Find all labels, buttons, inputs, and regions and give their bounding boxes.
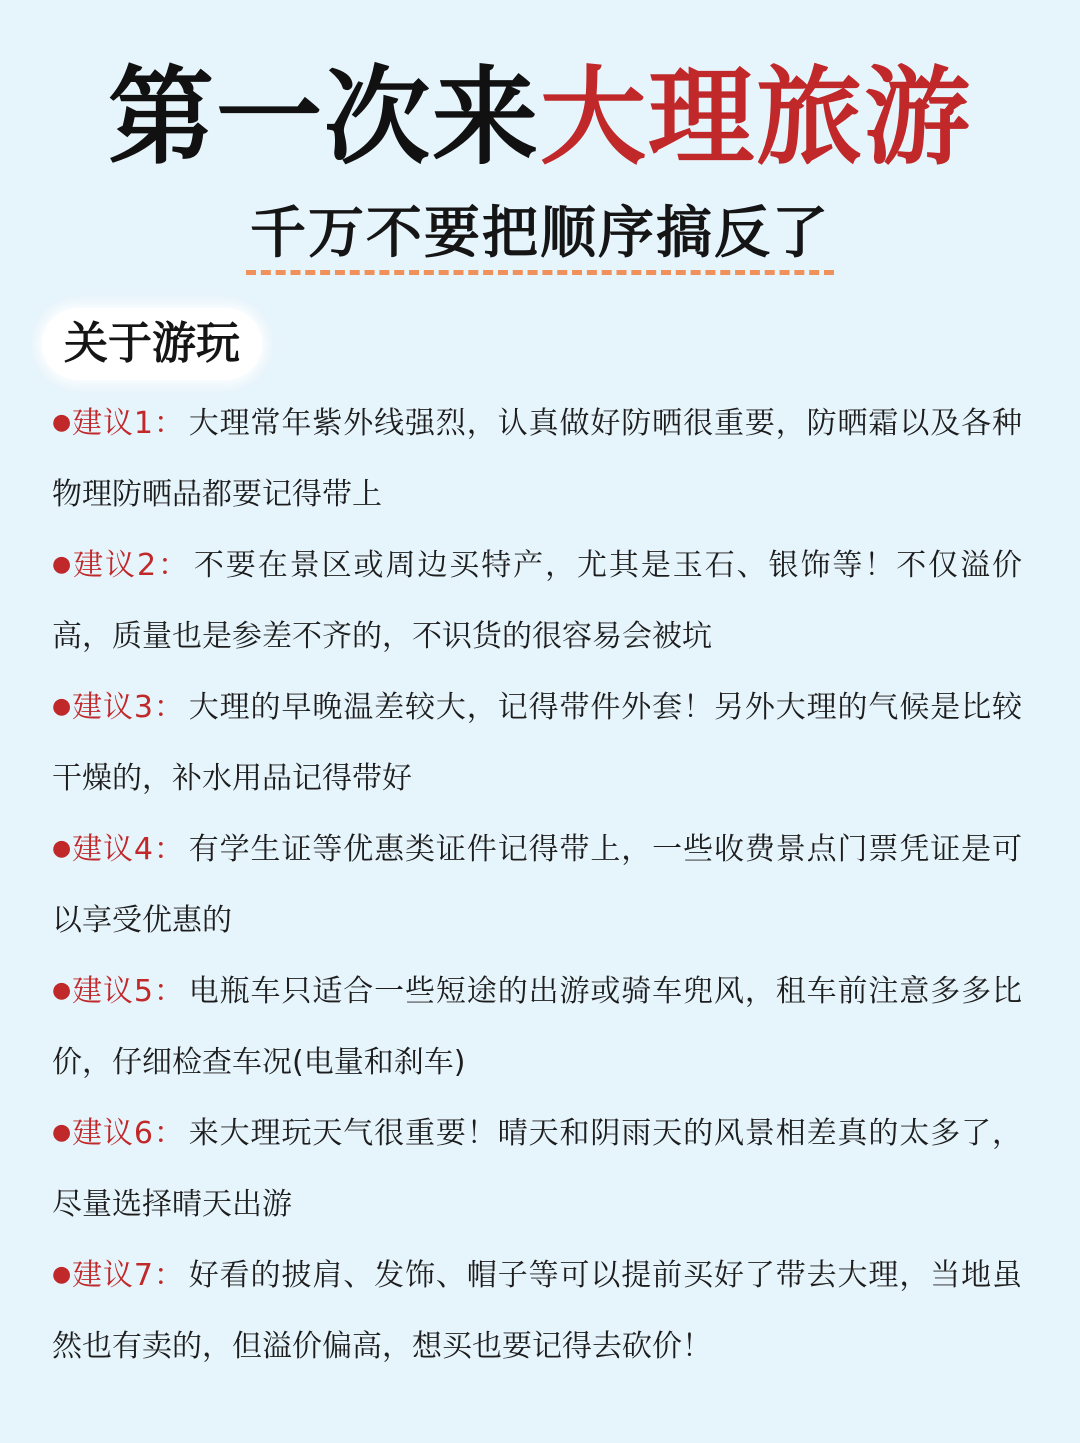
bullet-dot-icon: ● — [52, 552, 74, 577]
tip-text: 大理常年紫外线强烈，认真做好防晒很重要，防晒霜以及各种物理防晒品都要记得带上 — [52, 406, 1022, 512]
list-item — [52, 1098, 1022, 1240]
bullet-dot-icon: ● — [52, 694, 73, 719]
list-item — [52, 1240, 1022, 1382]
tip-colon: ： — [152, 832, 185, 867]
page-title — [0, 52, 1080, 182]
tip-colon: ： — [156, 548, 190, 583]
tip-label: 建议1 — [72, 406, 153, 441]
tip-label: 建议4 — [72, 832, 153, 867]
tip-text: 大理的早晚温差较大，记得带件外套！另外大理的气候是比较干燥的，补水用品记得带好 — [52, 690, 1022, 796]
subtitle: 千万不要把顺序搞反了 — [246, 200, 834, 275]
list-item — [52, 672, 1022, 814]
bullet-dot-icon: ● — [52, 1120, 73, 1145]
tip-colon: ： — [152, 690, 185, 725]
tip-label: 建议2 — [73, 548, 157, 583]
list-item — [52, 956, 1022, 1098]
tip-label: 建议6 — [72, 1116, 153, 1151]
list-item — [52, 530, 1022, 672]
tip-colon: ： — [152, 406, 185, 441]
tip-colon: ： — [152, 974, 185, 1009]
bullet-dot-icon: ● — [52, 410, 73, 435]
tip-label: 建议3 — [72, 690, 153, 725]
tip-text: 不要在景区或周边买特产，尤其是玉石、银饰等！不仅溢价高，质量也是参差不齐的，不识货的很容易会被坑 — [52, 548, 1023, 654]
list-item — [52, 814, 1022, 956]
list-item — [52, 388, 1022, 530]
tip-text: 电瓶车只适合一些短途的出游或骑车兜风，租车前注意多多比价，仔细检查车况(电量和刹车) — [52, 974, 1022, 1080]
title-part-black: 第一次来 — [108, 54, 540, 179]
tip-text: 有学生证等优惠类证件记得带上，一些收费景点门票凭证是可以享受优惠的 — [52, 832, 1022, 938]
tip-text: 好看的披肩、发饰、帽子等可以提前买好了带去大理，当地虽然也有卖的，但溢价偏高，想买也要记得去砍价！ — [52, 1258, 1022, 1364]
tips-list — [52, 388, 1022, 1382]
bullet-dot-icon: ● — [52, 836, 73, 861]
tip-label: 建议7 — [72, 1258, 153, 1293]
tip-text: 来大理玩天气很重要！晴天和阴雨天的风景相差真的太多了，尽量选择晴天出游 — [52, 1116, 1022, 1222]
section-label: 关于游玩 — [42, 308, 262, 380]
tip-colon: ： — [152, 1258, 185, 1293]
bullet-dot-icon: ● — [52, 978, 73, 1003]
tip-label: 建议5 — [72, 974, 153, 1009]
subtitle-wrapper — [0, 200, 1080, 275]
title-part-red: 大理旅游 — [540, 54, 972, 179]
tip-colon: ： — [152, 1116, 185, 1151]
bullet-dot-icon: ● — [52, 1262, 73, 1287]
